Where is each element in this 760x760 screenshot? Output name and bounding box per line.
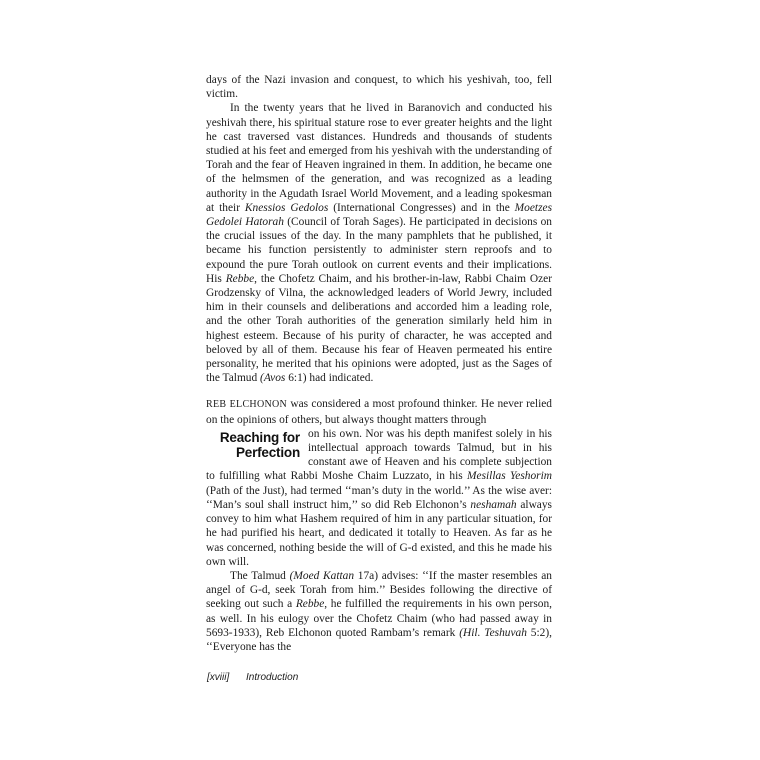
book-page-text xyxy=(206,73,552,654)
paragraph-profound-thinker-intro xyxy=(206,397,552,426)
lead-in-smallcaps: REB ELCHONON xyxy=(206,399,288,411)
italic-term-rebbe: Rebbe xyxy=(225,272,255,285)
page-number: [xviii] xyxy=(207,672,230,683)
text-run: (Path of the Just), had termed ‘‘man’s duty in the world.’’ As the wise aver: ‘‘Man’s soul shall instruct him,’’ so did Reb Elchonon’s xyxy=(206,484,552,511)
italic-term-neshamah: neshamah xyxy=(470,498,517,511)
sidehead-line-2: Perfection xyxy=(235,444,300,460)
text-run: (International Congresses) and in the xyxy=(328,201,515,214)
sidehead-line-1: Reaching for xyxy=(219,429,300,445)
paragraph-nazi-invasion: days of the Nazi invasion and conquest, to which his yeshivah, too, fell victim. xyxy=(206,74,552,101)
italic-term-hil-teshuvah: (Hil. Teshuvah xyxy=(459,626,527,639)
text-run: The Talmud xyxy=(230,569,290,582)
italic-term-avos: (Avos xyxy=(260,372,286,385)
text-run: on his own. Nor was his depth manifest solely in his intellectual approach towards Talmud, but in his constant awe of Heaven and his complete subjection to fulfilling what Rabbi Moshe Chaim Luzzato, in his xyxy=(206,427,552,483)
text-run: , the Chofetz Chaim, and his brother-in-law, Rabbi Chaim Ozer Grodzensky of Vilna, the acknowledged leaders of World Jewry, included him in their counsels and deliberations and accorded him a leading role, and the other Torah authorities of the generation similarly held him in highest esteem. Because of his purity of character, he was accepted and beloved by all of them. Because his fear of Heaven permeated his entire personality, he merited that his opinions were adopted, just as the Sages of the Talmud xyxy=(206,272,552,385)
page-footer xyxy=(207,672,298,683)
text-run: 6:1) had indicated. xyxy=(285,372,374,385)
running-title: Introduction xyxy=(246,672,299,683)
italic-term-knessios-gedolos: Knessios Gedolos xyxy=(244,201,329,214)
paragraph-baranovich-years xyxy=(206,101,552,385)
section-sidehead xyxy=(206,430,300,460)
italic-term-mesillas: Mesillas Yeshorim xyxy=(467,470,552,483)
text-run: was considered a most profound thinker. He never relied on the opinions of others, but always thought matters through xyxy=(206,398,553,426)
italic-term-rebbe: Rebbe xyxy=(295,598,325,611)
text-run: , he fulfilled the requirements in his own person, as well. In his eulogy over the Chofetz Chaim (who had passed away in 5693-1933), Reb Elchonon quoted Rambam’s remark xyxy=(206,598,552,639)
text-run: always convey to him what Hashem required of him in any particular situation, for he had purified his heart, and dedicated it totally to Heaven. As far as he was concerned, nothing beside the will of G-d existed, and this he made his own will. xyxy=(206,498,552,568)
text-run: 5:2), ‘‘Everyone has the xyxy=(206,626,552,653)
italic-term-moetzes: Moetzes Gedolei Hatorah xyxy=(206,201,552,229)
text-run: In the twenty years that he lived in Baranovich and conducted his yeshivah there, his spiritual stature rose to ever greater heights and the light he cast traversed vast distances. Hundreds and thousands of students studied at his feet and emerged from his yeshivah with the understanding of Torah and the fear of Heaven ingrained in them. In addition, he became one of the helmsmen of the generation, and was recognized as a leading authority in the Agudath Israel World Movement, and a leading spokesman at their xyxy=(206,102,552,214)
italic-term-moed-kattan: (Moed Kattan xyxy=(289,569,355,582)
paragraph-moed-kattan xyxy=(206,569,552,654)
text-run: (Council of Torah Sages). He participated in decisions on the crucial issues of the day. In the many pamphlets that he published, it became his function persistently to administer stern reproofs and to expound the pure Torah outlook on current events and their implications. His xyxy=(206,216,552,285)
text-run: 17a) advises: ‘‘If the master resembles an angel of G-d, seek Torah from him.’’ Besides following the directive of seeking out such a xyxy=(206,569,552,611)
